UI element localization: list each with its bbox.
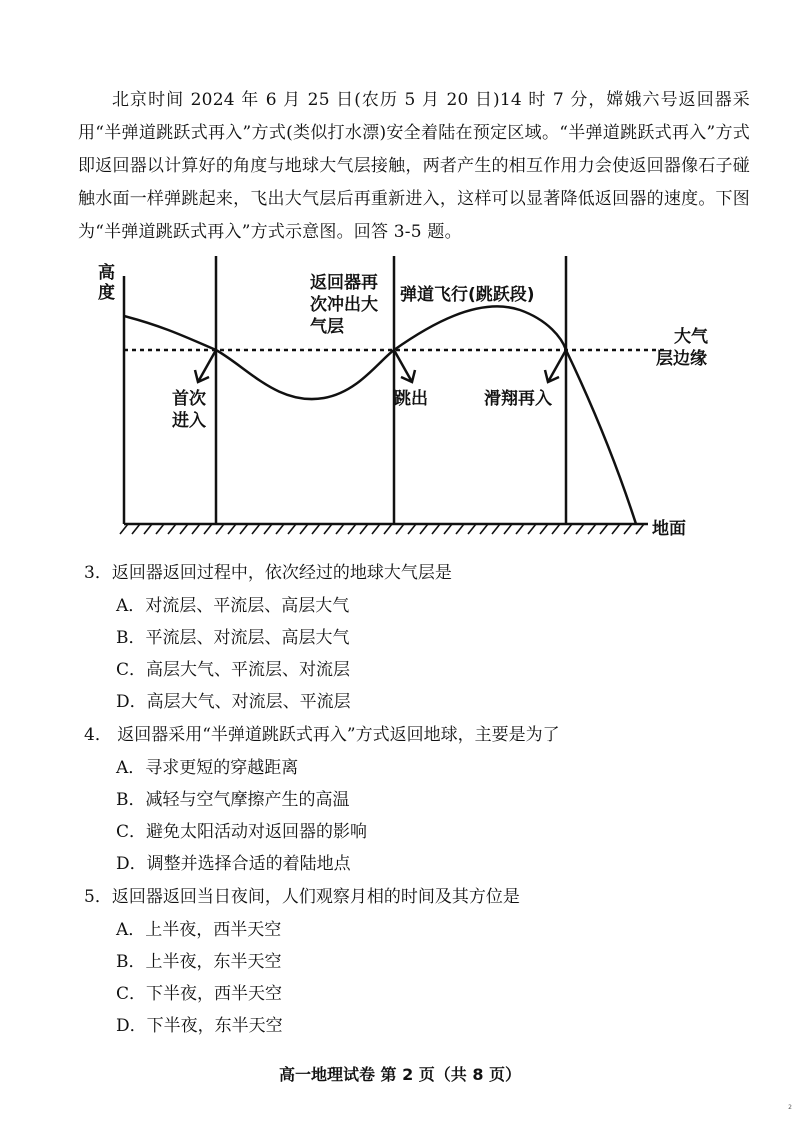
question-stem: 3．返回器返回过程中，依次经过的地球大气层是 [84, 563, 452, 583]
arrow-exit [394, 350, 415, 382]
option-b: B．减轻与空气摩擦产生的高温 [116, 790, 350, 810]
question-3 [84, 556, 452, 718]
intro-passage [78, 84, 750, 249]
option-d: D．下半夜，东半天空 [116, 1016, 283, 1036]
first-entry-label-1: 首次 [172, 389, 206, 409]
y-axis-label-2: 度 [98, 283, 115, 303]
first-entry-label-2: 进入 [172, 411, 206, 431]
boundary-label-1: 大气 [674, 327, 708, 347]
y-axis-label-1: 高 [98, 263, 115, 283]
corner-mark: 2 [788, 1104, 792, 1111]
glide-label: 滑翔再入 [484, 389, 552, 409]
intro-text: 北京时间 2024 年 6 月 25 日(农历 5 月 20 日)14 时 7 分，嫦娥六号返回器采用“半弹道跳跃式再入”方式(类似打水漂)安全着陆在预定区域。“半弹道跳跃式再入”方式即返回器以计算好的角度与地球大气层接触，两者产生的相互作用力会使返回器像石子碰触水面一样弹跳起来，飞出大气层后再重新进入，这样可以显著降低返回器的速度。下图为“半弹道跳跃式再入”方式示意图。回答 3-5 题。 [78, 90, 750, 242]
option-a: A．对流层、平流层、高层大气 [116, 596, 350, 616]
option-b: B．上半夜，东半天空 [116, 952, 282, 972]
ballistic-label: 弹道飞行(跳跃段) [400, 285, 535, 305]
reentry-diagram [88, 256, 768, 556]
ground-hatching [120, 524, 644, 534]
question-5 [84, 880, 520, 1042]
option-c: C．高层大气、平流层、对流层 [116, 660, 351, 680]
exit-label: 跳出 [394, 389, 428, 409]
option-d: D．调整并选择合适的着陆地点 [116, 854, 351, 874]
reentry-diagram-svg [88, 256, 768, 556]
option-c: C．下半夜，西半天空 [116, 984, 283, 1004]
reexit-label-3: 气层 [310, 317, 344, 337]
option-a: A．寻求更短的穿越距离 [116, 758, 299, 778]
reexit-label-1: 返回器再 [310, 273, 378, 293]
boundary-label-2: 层边缘 [656, 349, 707, 369]
option-c: C．避免太阳活动对返回器的影响 [116, 822, 368, 842]
reexit-label-2: 次冲出大 [310, 295, 378, 315]
question-stem: 5．返回器返回当日夜间，人们观察月相的时间及其方位是 [84, 887, 520, 907]
question-stem: 4． 返回器采用“半弹道跳跃式再入”方式返回地球，主要是为了 [84, 725, 560, 745]
question-4 [84, 718, 560, 880]
page-footer: 高一地理试卷 第 2 页（共 8 页） [278, 1065, 522, 1084]
ground-label: 地面 [652, 519, 686, 539]
arrow-first-entry [195, 350, 216, 382]
arrow-glide [545, 350, 566, 382]
option-d: D．高层大气、对流层、平流层 [116, 692, 351, 712]
option-b: B．平流层、对流层、高层大气 [116, 628, 350, 648]
option-a: A．上半夜，西半天空 [116, 920, 282, 940]
